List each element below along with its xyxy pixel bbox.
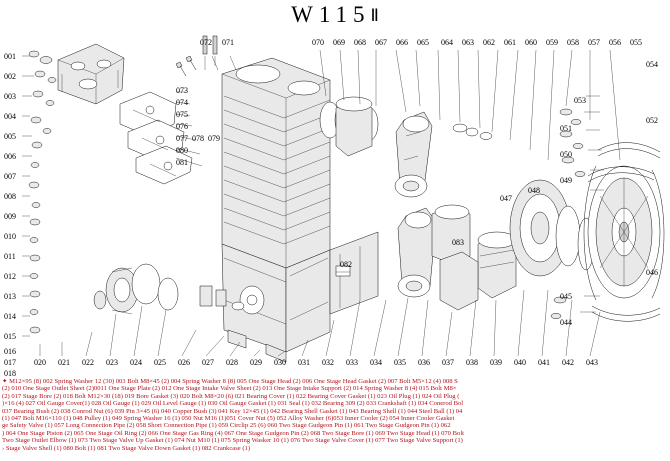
inner-cooler-flange [510,180,594,276]
callout-028: 028 [226,358,238,367]
callout-071: 071 [222,38,234,47]
callout-left-018: 018 [4,369,16,378]
callout-left-004: 004 [4,112,16,121]
flywheel-pulley [584,166,664,300]
callout-031: 031 [298,358,310,367]
legend-line-9: Two Stage Outlet Elbow (1) 073 Two Stage Valve Up Gasket (1) 074 Nut M10 (1) 075 Spring Wasker 10 (1) 076 Two Stage Valve Cover (1) 077 Two Stage Valve Support (1) [2,437,463,445]
callout-072: 072 [200,38,212,47]
callout-043: 043 [586,358,598,367]
callout-033: 033 [346,358,358,367]
callout-035: 035 [394,358,406,367]
legend-line-5: 037 Bearing Bush (2) 038 Conrod Nut (6) 039 Pin 3×45 (6) 040 Copper Bush (3) 041 Key 12×45 (1) 042 Bearing Shell Gasket (1) 043 Bearing Shell (1) 044 Steel Ball (1) 04 [2,407,463,415]
callout-021: 021 [58,358,70,367]
callout-064: 064 [441,38,453,47]
callout-041: 041 [538,358,550,367]
callout-074: 074 [176,98,188,107]
callout-left-017: 017 [4,358,16,367]
callout-left-001: 001 [4,52,16,61]
callout-056: 056 [609,38,621,47]
callout-038: 038 [466,358,478,367]
callout-070: 070 [312,38,324,47]
callout-029: 029 [250,358,262,367]
callout-023: 023 [106,358,118,367]
callout-080: 080 [176,146,188,155]
callout-022: 022 [82,358,94,367]
callout-055: 055 [630,38,642,47]
callout-left-013: 013 [4,292,16,301]
callout-039: 039 [490,358,502,367]
callout-051: 051 [560,124,572,133]
callout-030: 030 [274,358,286,367]
callout-049: 049 [560,176,572,185]
callout-054: 054 [646,60,658,69]
callout-058: 058 [567,38,579,47]
legend-line-7: ge Safety Valve (1) 057 Long Connection Pipe (2) 058 Short Connection Pipe (1) 059 Circlip 25 (6) 060 Two Stage Gudgeon Pin (1) 061 Two Stage Gudgeon Pin (1) 062 [2,422,451,430]
callout-083: 083 [452,238,464,247]
callout-068: 068 [354,38,366,47]
callout-066: 066 [396,38,408,47]
callout-057: 057 [588,38,600,47]
callout-032: 032 [322,358,334,367]
callout-045: 045 [560,292,572,301]
callout-050: 050 [560,150,572,159]
callout-left-002: 002 [4,72,16,81]
callout-075: 075 [176,110,188,119]
callout-044: 044 [560,318,572,327]
callout-left-007: 007 [4,172,16,181]
callout-027: 027 [202,358,214,367]
callout-073: 073 [176,86,188,95]
callout-053: 053 [574,96,586,105]
callout-046: 046 [646,268,658,277]
callout-left-014: 014 [4,312,16,321]
callout-left-016: 016 [4,347,16,356]
one-stage-head [58,44,124,104]
callout-left-008: 008 [4,192,16,201]
callout-060: 060 [525,38,537,47]
legend-line-3: (2) 017 Stage Bore (2) 018 Bolt M12×30 (18) 019 Bore Gasket (3) 020 Bolt M8×20 (6) 021 Bearing Cover (1) 022 Bearing Cover Gasket (1) 023 Oil Plug (1) 024 Oil Plug ( [2,392,460,400]
callout-020: 020 [34,358,46,367]
callout-079: 079 [208,134,220,143]
callout-077: 077 [176,134,188,143]
callout-left-009: 009 [4,212,16,221]
legend-line-4: )×16 (4) 027 Oil Gauge Cover(1) 028 Oil Gauge (1) 029 Oil Level Gauge (1) 030 Oil Gauge Gasket (1) 031 Seal (1) 032 Bearing 309 (2) 033 Crankshaft (1) 034 Conerod Bol [2,400,464,408]
callout-062: 062 [483,38,495,47]
callout-036: 036 [418,358,430,367]
bearing-cover-group [94,264,178,314]
callout-078: 078 [192,134,204,143]
callout-052: 052 [646,116,658,125]
callout-042: 042 [562,358,574,367]
page-title-text: W115 [291,2,371,27]
callout-081: 081 [176,158,188,167]
one-stage-cylinder-block [222,58,330,268]
callout-034: 034 [370,358,382,367]
callout-024: 024 [130,358,142,367]
legend-line-1: ✦ M12×95 (8) 002 Spring Washer 12 (30) 003 Bolt M8×45 (2) 004 Spring Washer 8 (8) 005 One Stage Head (2) 006 One Stage Head Gasket (2) 007 Bolt M5×12 (4) 008 S [2,378,458,385]
callout-076: 076 [176,122,188,131]
callout-047: 047 [500,194,512,203]
callout-left-012: 012 [4,272,16,281]
parts-legend [2,378,668,458]
callout-069: 069 [333,38,345,47]
callout-026: 026 [178,358,190,367]
conrod-upper [395,112,432,197]
callout-left-010: 010 [4,232,16,241]
callout-082: 082 [340,260,352,269]
callout-063: 063 [462,38,474,47]
callout-025: 025 [154,358,166,367]
callout-059: 059 [546,38,558,47]
legend-line-8: ) 064 One Stage Piston (2) 065 One Stage Oil Ring (2) 066 One Stage Gas Ring (4) 067 One Stage Gudgeon Pin (2) 068 Two Stage Bore (1) 069 Two Stage Head (1) 070 Bolt [2,429,464,437]
left-fastener-stack [29,51,56,333]
callout-037: 037 [442,358,454,367]
callout-061: 061 [504,38,516,47]
page-title-roman: Ⅱ [370,6,379,25]
legend-line-10: › Stage Valve Shell (1) 080 Bolt (1) 081 Two Stage Valve Down Gasket (1) 082 Crankcase (1) [2,444,251,452]
callout-065: 065 [417,38,429,47]
callout-048: 048 [528,186,540,195]
callout-left-015: 015 [4,332,16,341]
callout-067: 067 [375,38,387,47]
legend-line-6: (1) 047 Bolt M16×110 (1) 048 Pulley (1) 049 Spring Washer 16 (1) 050 Nut M16 (1)051 Cover Nut (5) 052 Alloy Washer (6)053 Inner Cooler (2) 054 Inner Cooler Gasket [2,415,455,423]
callout-040: 040 [514,358,526,367]
callout-left-006: 006 [4,152,16,161]
callout-left-005: 005 [4,132,16,141]
callout-left-003: 003 [4,92,16,101]
legend-line-2: (2) 010 One Stage Outlet Sheet (2)0011 One Stage Plate (2) 012 One Stage Intake Valve Sheet (2) 013 One Stage Intake Support (2) 014 Spring Washer 8 (4) 015 Bolt M8× [2,385,457,393]
callout-left-011: 011 [4,252,16,261]
